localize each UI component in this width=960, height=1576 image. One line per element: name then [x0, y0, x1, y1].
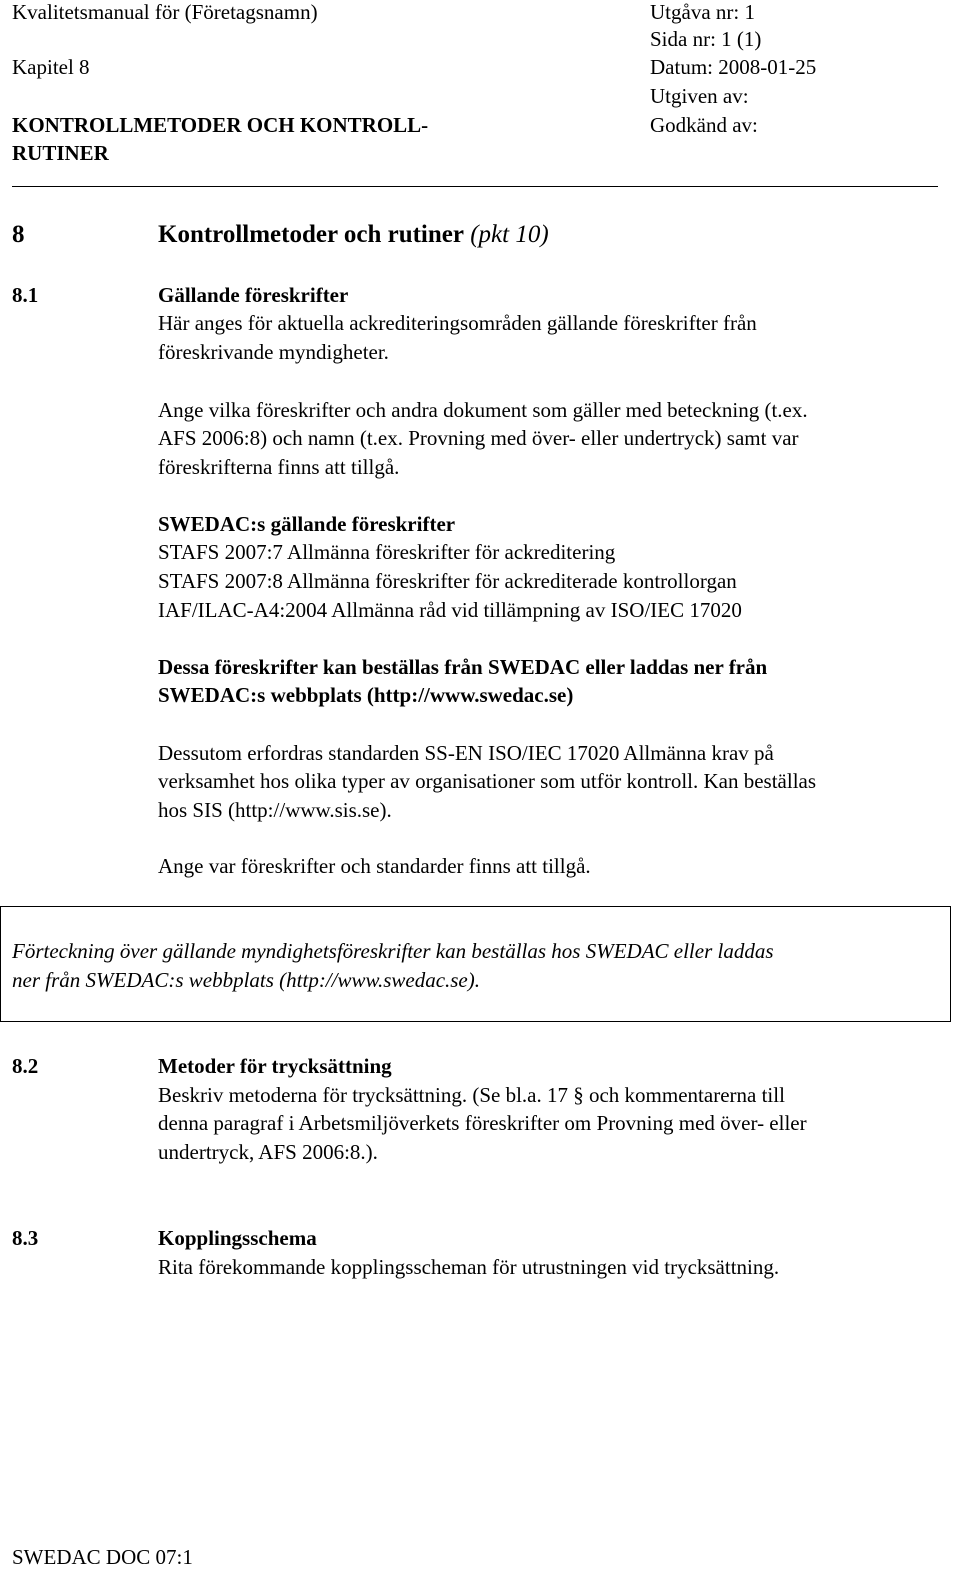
regulation-item: IAF/ILAC-A4:2004 Allmänna råd vid tillämpning av ISO/IEC 17020 — [158, 598, 742, 622]
paragraph-line: Beskriv metoderna för trycksättning. (Se bl.a. 17 § och kommentarerna till — [158, 1083, 785, 1107]
section-8-2-number: 8.2 — [12, 1054, 39, 1078]
order-note-line: SWEDAC:s webbplats (http://www.swedac.se) — [158, 683, 574, 707]
paragraph-line: hos SIS (http://www.sis.se). — [158, 798, 392, 822]
paragraph-line: denna paragraf i Arbetsmiljöverkets föreskrifter om Provning med över- eller — [158, 1111, 807, 1135]
chapter-title-line1: KONTROLLMETODER OCH KONTROLL- — [12, 113, 429, 137]
info-box-line: Förteckning över gällande myndighetsföreskrifter kan beställas hos SWEDAC eller laddas — [12, 939, 774, 963]
issued-by: Utgiven av: — [650, 84, 749, 108]
edition-number: Utgåva nr: 1 — [650, 0, 755, 24]
heading-number: 8 — [12, 221, 25, 248]
chapter-title-line2: RUTINER — [12, 141, 109, 165]
regulation-item: STAFS 2007:8 Allmänna föreskrifter för ackrediterade kontrollorgan — [158, 569, 737, 593]
footer-doc-id: SWEDAC DOC 07:1 — [12, 1545, 193, 1569]
paragraph-line: undertryck, AFS 2006:8.). — [158, 1140, 378, 1164]
document-date: Datum: 2008-01-25 — [650, 55, 817, 79]
swedac-heading: SWEDAC:s gällande föreskrifter — [158, 512, 456, 536]
paragraph-line: Ange vilka föreskrifter och andra dokument som gäller med beteckning (t.ex. — [158, 398, 808, 422]
company-name: Kvalitetsmanual för (Företagsnamn) — [12, 0, 318, 24]
heading-ref: (pkt 10) — [470, 221, 549, 248]
section-8-2-title: Metoder för trycksättning — [158, 1054, 392, 1078]
paragraph-line: föreskrifterna finns att tillgå. — [158, 455, 400, 479]
approved-by: Godkänd av: — [650, 113, 758, 137]
paragraph-line: AFS 2006:8) och namn (t.ex. Provning med över- eller undertryck) samt var — [158, 426, 799, 450]
info-box-line: ner från SWEDAC:s webbplats (http://www.swedac.se). — [12, 968, 480, 992]
header-divider — [12, 186, 938, 187]
paragraph-line: Rita förekommande kopplingsscheman för utrustningen vid trycksättning. — [158, 1255, 780, 1279]
paragraph-line: Här anges för aktuella ackrediteringsområden gällande föreskrifter från — [158, 311, 757, 335]
page-number: Sida nr: 1 (1) — [650, 27, 762, 51]
section-8-3-title: Kopplingsschema — [158, 1226, 317, 1250]
section-8-3-number: 8.3 — [12, 1226, 39, 1250]
order-note-line: Dessa föreskrifter kan beställas från SWEDAC eller laddas ner från — [158, 655, 768, 679]
heading-title: Kontrollmetoder och rutiner — [158, 221, 464, 248]
paragraph-line: Ange var föreskrifter och standarder finns att tillgå. — [158, 854, 591, 878]
regulation-item: STAFS 2007:7 Allmänna föreskrifter för ackreditering — [158, 540, 616, 564]
chapter-label: Kapitel 8 — [12, 55, 90, 79]
page-title — [158, 220, 549, 249]
paragraph-line: verksamhet hos olika typer av organisationer som utför kontroll. Kan beställas — [158, 769, 817, 793]
paragraph-line: föreskrivande myndigheter. — [158, 340, 389, 364]
paragraph-line: Dessutom erfordras standarden SS-EN ISO/IEC 17020 Allmänna krav på — [158, 741, 774, 765]
section-8-1-title: Gällande föreskrifter — [158, 283, 349, 307]
section-8-1-number: 8.1 — [12, 283, 39, 307]
